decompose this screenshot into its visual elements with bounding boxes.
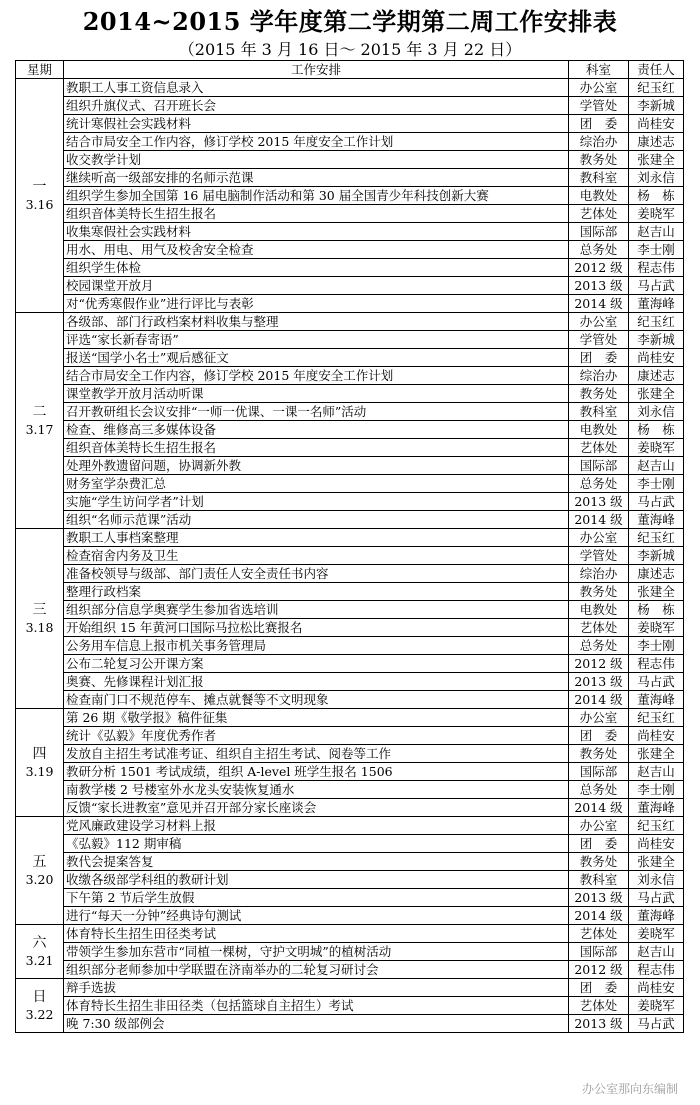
task-cell: 组织学生体检 xyxy=(64,259,569,277)
table-row xyxy=(16,997,684,1015)
weekday-date: 3.19 xyxy=(25,763,54,779)
task-cell: 校园课堂开放月 xyxy=(64,277,569,295)
weekday-date: 3.22 xyxy=(25,1006,54,1022)
weekday-cell xyxy=(16,925,64,979)
person-cell: 姜晓军 xyxy=(629,997,684,1015)
table-row xyxy=(16,331,684,349)
person-cell: 刘永信 xyxy=(629,871,684,889)
department-cell: 团 委 xyxy=(569,979,629,997)
header-department: 科室 xyxy=(569,61,629,79)
person-cell: 康述志 xyxy=(629,565,684,583)
person-cell: 杨 栋 xyxy=(629,187,684,205)
department-cell: 国际部 xyxy=(569,763,629,781)
task-cell: 教代会提案答复 xyxy=(64,853,569,871)
table-row xyxy=(16,547,684,565)
person-cell: 纪玉红 xyxy=(629,79,684,97)
person-cell: 董海峰 xyxy=(629,511,684,529)
task-cell: 晚 7:30 级部例会 xyxy=(64,1015,569,1033)
department-cell: 综治办 xyxy=(569,133,629,151)
department-cell: 教科室 xyxy=(569,871,629,889)
task-cell: 统计《弘毅》年度优秀作者 xyxy=(64,727,569,745)
task-cell: 检查、维修高三多媒体设备 xyxy=(64,421,569,439)
person-cell: 李士刚 xyxy=(629,781,684,799)
person-cell: 尚桂安 xyxy=(629,115,684,133)
table-row xyxy=(16,709,684,727)
task-cell: 带领学生参加东营市“同植一棵树，守护文明城”的植树活动 xyxy=(64,943,569,961)
task-cell: 组织学生参加全国第 16 届电脑制作活动和第 30 届全国青少年科技创新大赛 xyxy=(64,187,569,205)
person-cell: 刘永信 xyxy=(629,403,684,421)
table-row xyxy=(16,259,684,277)
task-cell: 召开教研组长会议安排“一师一优课、一课一名师”活动 xyxy=(64,403,569,421)
task-cell: 收集寒假社会实践材料 xyxy=(64,223,569,241)
task-cell: 用水、用电、用气及校舍安全检查 xyxy=(64,241,569,259)
table-row xyxy=(16,565,684,583)
department-cell: 学管处 xyxy=(569,97,629,115)
table-row xyxy=(16,241,684,259)
header-task: 工作安排 xyxy=(64,61,569,79)
task-cell: 下午第 2 节后学生放假 xyxy=(64,889,569,907)
person-cell: 刘永信 xyxy=(629,169,684,187)
person-cell: 张建全 xyxy=(629,853,684,871)
table-row xyxy=(16,601,684,619)
table-row xyxy=(16,871,684,889)
task-cell: 检查宿舍内务及卫生 xyxy=(64,547,569,565)
department-cell: 学管处 xyxy=(569,331,629,349)
task-cell: 收缴各级部学科组的教研计划 xyxy=(64,871,569,889)
department-cell: 艺体处 xyxy=(569,205,629,223)
table-row xyxy=(16,439,684,457)
person-cell: 纪玉红 xyxy=(629,313,684,331)
department-cell: 教务处 xyxy=(569,385,629,403)
person-cell: 纪玉红 xyxy=(629,529,684,547)
person-cell: 张建全 xyxy=(629,385,684,403)
person-cell: 纪玉红 xyxy=(629,709,684,727)
person-cell: 董海峰 xyxy=(629,691,684,709)
table-row xyxy=(16,529,684,547)
department-cell: 2013 级 xyxy=(569,673,629,691)
person-cell: 杨 栋 xyxy=(629,601,684,619)
department-cell: 学管处 xyxy=(569,547,629,565)
task-cell: 组织升旗仪式、召开班长会 xyxy=(64,97,569,115)
person-cell: 姜晓军 xyxy=(629,439,684,457)
task-cell: 教研分析 1501 考试成绩，组织 A-level 班学生报名 1506 xyxy=(64,763,569,781)
person-cell: 程志伟 xyxy=(629,259,684,277)
table-row xyxy=(16,853,684,871)
header-person: 责任人 xyxy=(629,61,684,79)
table-row xyxy=(16,115,684,133)
task-cell: 对“优秀寒假作业”进行评比与表彰 xyxy=(64,295,569,313)
person-cell: 李新城 xyxy=(629,97,684,115)
table-row xyxy=(16,619,684,637)
department-cell: 2014 级 xyxy=(569,511,629,529)
table-row xyxy=(16,925,684,943)
task-cell: 组织音体美特长生招生报名 xyxy=(64,439,569,457)
person-cell: 马占武 xyxy=(629,277,684,295)
task-cell: 结合市局安全工作内容，修订学校 2015 年度安全工作计划 xyxy=(64,367,569,385)
weekday-date: 3.16 xyxy=(25,196,54,212)
schedule-table xyxy=(15,60,684,1033)
task-cell: 体育特长生招生非田径类（包括篮球自主招生）考试 xyxy=(64,997,569,1015)
person-cell: 尚桂安 xyxy=(629,835,684,853)
person-cell: 张建全 xyxy=(629,151,684,169)
weekday-date: 3.21 xyxy=(25,952,54,968)
department-cell: 艺体处 xyxy=(569,925,629,943)
department-cell: 2014 级 xyxy=(569,691,629,709)
person-cell: 尚桂安 xyxy=(629,979,684,997)
person-cell: 董海峰 xyxy=(629,799,684,817)
person-cell: 张建全 xyxy=(629,583,684,601)
department-cell: 总务处 xyxy=(569,781,629,799)
department-cell: 教科室 xyxy=(569,169,629,187)
task-cell: 公布二轮复习公开课方案 xyxy=(64,655,569,673)
task-cell: 整理行政档案 xyxy=(64,583,569,601)
department-cell: 办公室 xyxy=(569,313,629,331)
department-cell: 团 委 xyxy=(569,727,629,745)
weekday-name: 日 xyxy=(32,988,47,1005)
task-cell: 课堂教学开放月活动听课 xyxy=(64,385,569,403)
department-cell: 国际部 xyxy=(569,457,629,475)
table-row xyxy=(16,1015,684,1033)
department-cell: 2014 级 xyxy=(569,907,629,925)
weekday-date: 3.17 xyxy=(25,421,54,437)
department-cell: 团 委 xyxy=(569,835,629,853)
table-header-row xyxy=(16,61,684,79)
table-row xyxy=(16,79,684,97)
task-cell: 检查南门口不规范停车、摊点就餐等不文明现象 xyxy=(64,691,569,709)
footer-credit: 办公室那向东编制 xyxy=(581,1082,678,1096)
weekday-name: 四 xyxy=(32,745,47,762)
department-cell: 2013 级 xyxy=(569,1015,629,1033)
department-cell: 2013 级 xyxy=(569,889,629,907)
table-row xyxy=(16,97,684,115)
person-cell: 马占武 xyxy=(629,1015,684,1033)
task-cell: 组织部分信息学奥赛学生参加省选培训 xyxy=(64,601,569,619)
person-cell: 李士刚 xyxy=(629,637,684,655)
task-cell: 继续听高一级部安排的名师示范课 xyxy=(64,169,569,187)
department-cell: 办公室 xyxy=(569,817,629,835)
table-row xyxy=(16,763,684,781)
table-row xyxy=(16,781,684,799)
person-cell: 赵吉山 xyxy=(629,223,684,241)
header-weekday: 星期 xyxy=(16,61,64,79)
department-cell: 办公室 xyxy=(569,709,629,727)
table-row xyxy=(16,367,684,385)
person-cell: 李士刚 xyxy=(629,241,684,259)
department-cell: 国际部 xyxy=(569,223,629,241)
person-cell: 赵吉山 xyxy=(629,763,684,781)
table-row xyxy=(16,151,684,169)
person-cell: 李新城 xyxy=(629,331,684,349)
table-row xyxy=(16,295,684,313)
department-cell: 2013 级 xyxy=(569,493,629,511)
table-row xyxy=(16,511,684,529)
person-cell: 程志伟 xyxy=(629,655,684,673)
table-row xyxy=(16,943,684,961)
person-cell: 康述志 xyxy=(629,367,684,385)
department-cell: 电教处 xyxy=(569,421,629,439)
department-cell: 教务处 xyxy=(569,853,629,871)
task-cell: 处理外教遗留问题，协调新外教 xyxy=(64,457,569,475)
person-cell: 董海峰 xyxy=(629,907,684,925)
department-cell: 团 委 xyxy=(569,349,629,367)
person-cell: 李士刚 xyxy=(629,475,684,493)
person-cell: 董海峰 xyxy=(629,295,684,313)
task-cell: 反馈“家长进教室”意见并召开部分家长座谈会 xyxy=(64,799,569,817)
department-cell: 艺体处 xyxy=(569,619,629,637)
task-cell: 组织部分老师参加中学联盟在济南举办的二轮复习研讨会 xyxy=(64,961,569,979)
table-row xyxy=(16,961,684,979)
task-cell: 组织“名师示范课”活动 xyxy=(64,511,569,529)
weekday-cell xyxy=(16,709,64,817)
table-row xyxy=(16,385,684,403)
weekday-name: 六 xyxy=(32,934,47,951)
weekday-date: 3.20 xyxy=(25,871,54,887)
department-cell: 2012 级 xyxy=(569,655,629,673)
table-row xyxy=(16,745,684,763)
task-cell: 辩手选拔 xyxy=(64,979,569,997)
table-row xyxy=(16,637,684,655)
weekday-name: 一 xyxy=(32,178,47,195)
task-cell: 《弘毅》112 期审稿 xyxy=(64,835,569,853)
task-cell: 评选“家长新春寄语” xyxy=(64,331,569,349)
department-cell: 电教处 xyxy=(569,601,629,619)
department-cell: 总务处 xyxy=(569,637,629,655)
table-row xyxy=(16,475,684,493)
table-row xyxy=(16,691,684,709)
department-cell: 电教处 xyxy=(569,187,629,205)
person-cell: 张建全 xyxy=(629,745,684,763)
task-cell: 教职工人事档案整理 xyxy=(64,529,569,547)
department-cell: 艺体处 xyxy=(569,439,629,457)
page-title: 2014~2015 学年度第二学期第二周工作安排表 xyxy=(82,7,618,36)
department-cell: 2014 级 xyxy=(569,295,629,313)
table-row xyxy=(16,223,684,241)
task-cell: 奥赛、先修课程计划汇报 xyxy=(64,673,569,691)
department-cell: 艺体处 xyxy=(569,997,629,1015)
person-cell: 尚桂安 xyxy=(629,349,684,367)
department-cell: 办公室 xyxy=(569,529,629,547)
department-cell: 团 委 xyxy=(569,115,629,133)
table-row xyxy=(16,421,684,439)
task-cell: 组织音体美特长生招生报名 xyxy=(64,205,569,223)
person-cell: 康述志 xyxy=(629,133,684,151)
person-cell: 马占武 xyxy=(629,889,684,907)
task-cell: 进行“每天一分钟”经典诗句测试 xyxy=(64,907,569,925)
person-cell: 赵吉山 xyxy=(629,457,684,475)
department-cell: 国际部 xyxy=(569,943,629,961)
person-cell: 马占武 xyxy=(629,673,684,691)
weekday-cell xyxy=(16,313,64,529)
department-cell: 2012 级 xyxy=(569,961,629,979)
weekday-cell xyxy=(16,529,64,709)
weekday-cell xyxy=(16,979,64,1033)
table-row xyxy=(16,979,684,997)
weekday-name: 二 xyxy=(32,403,47,420)
weekday-cell xyxy=(16,817,64,925)
table-row xyxy=(16,583,684,601)
person-cell: 李新城 xyxy=(629,547,684,565)
date-range-subtitle: （2015 年 3 月 16 日～ 2015 年 3 月 22 日） xyxy=(178,40,522,59)
task-cell: 第 26 期《敬学报》稿件征集 xyxy=(64,709,569,727)
person-cell: 姜晓军 xyxy=(629,619,684,637)
weekday-date: 3.18 xyxy=(25,619,54,635)
person-cell: 马占武 xyxy=(629,493,684,511)
department-cell: 2014 级 xyxy=(569,799,629,817)
schedule-body xyxy=(16,79,684,1033)
table-row xyxy=(16,799,684,817)
task-cell: 实施“学生访问学者”计划 xyxy=(64,493,569,511)
weekday-cell xyxy=(16,79,64,313)
table-row xyxy=(16,493,684,511)
weekday-name: 三 xyxy=(32,601,47,618)
person-cell: 杨 栋 xyxy=(629,421,684,439)
table-row xyxy=(16,403,684,421)
task-cell: 统计寒假社会实践材料 xyxy=(64,115,569,133)
person-cell: 纪玉红 xyxy=(629,817,684,835)
table-row xyxy=(16,889,684,907)
weekday-name: 五 xyxy=(32,853,47,870)
department-cell: 综治办 xyxy=(569,367,629,385)
table-row xyxy=(16,349,684,367)
task-cell: 财务室学杂费汇总 xyxy=(64,475,569,493)
task-cell: 各级部、部门行政档案材料收集与整理 xyxy=(64,313,569,331)
task-cell: 准备校领导与级部、部门责任人安全责任书内容 xyxy=(64,565,569,583)
person-cell: 姜晓军 xyxy=(629,205,684,223)
task-cell: 开始组织 15 年黄河口国际马拉松比赛报名 xyxy=(64,619,569,637)
task-cell: 教职工人事工资信息录入 xyxy=(64,79,569,97)
department-cell: 2012 级 xyxy=(569,259,629,277)
task-cell: 党风廉政建设学习材料上报 xyxy=(64,817,569,835)
department-cell: 综治办 xyxy=(569,565,629,583)
department-cell: 教科室 xyxy=(569,403,629,421)
table-row xyxy=(16,457,684,475)
table-row xyxy=(16,133,684,151)
department-cell: 教务处 xyxy=(569,151,629,169)
task-cell: 体育特长生招生田径类考试 xyxy=(64,925,569,943)
table-row xyxy=(16,835,684,853)
task-cell: 收交教学计划 xyxy=(64,151,569,169)
table-row xyxy=(16,817,684,835)
table-row xyxy=(16,727,684,745)
table-row xyxy=(16,277,684,295)
department-cell: 教务处 xyxy=(569,583,629,601)
task-cell: 结合市局安全工作内容，修订学校 2015 年度安全工作计划 xyxy=(64,133,569,151)
person-cell: 程志伟 xyxy=(629,961,684,979)
department-cell: 总务处 xyxy=(569,475,629,493)
task-cell: 南教学楼 2 号楼室外水龙头安装恢复通水 xyxy=(64,781,569,799)
person-cell: 姜晓军 xyxy=(629,925,684,943)
person-cell: 赵吉山 xyxy=(629,943,684,961)
department-cell: 教务处 xyxy=(569,745,629,763)
task-cell: 公务用车信息上报市机关事务管理局 xyxy=(64,637,569,655)
table-row xyxy=(16,313,684,331)
table-row xyxy=(16,205,684,223)
task-cell: 报送“国学小名士”观后感征文 xyxy=(64,349,569,367)
person-cell: 尚桂安 xyxy=(629,727,684,745)
department-cell: 2013 级 xyxy=(569,277,629,295)
table-row xyxy=(16,655,684,673)
table-row xyxy=(16,673,684,691)
table-row xyxy=(16,169,684,187)
table-row xyxy=(16,907,684,925)
task-cell: 发放自主招生考试准考证、组织自主招生考试、阅卷等工作 xyxy=(64,745,569,763)
department-cell: 总务处 xyxy=(569,241,629,259)
department-cell: 办公室 xyxy=(569,79,629,97)
table-row xyxy=(16,187,684,205)
